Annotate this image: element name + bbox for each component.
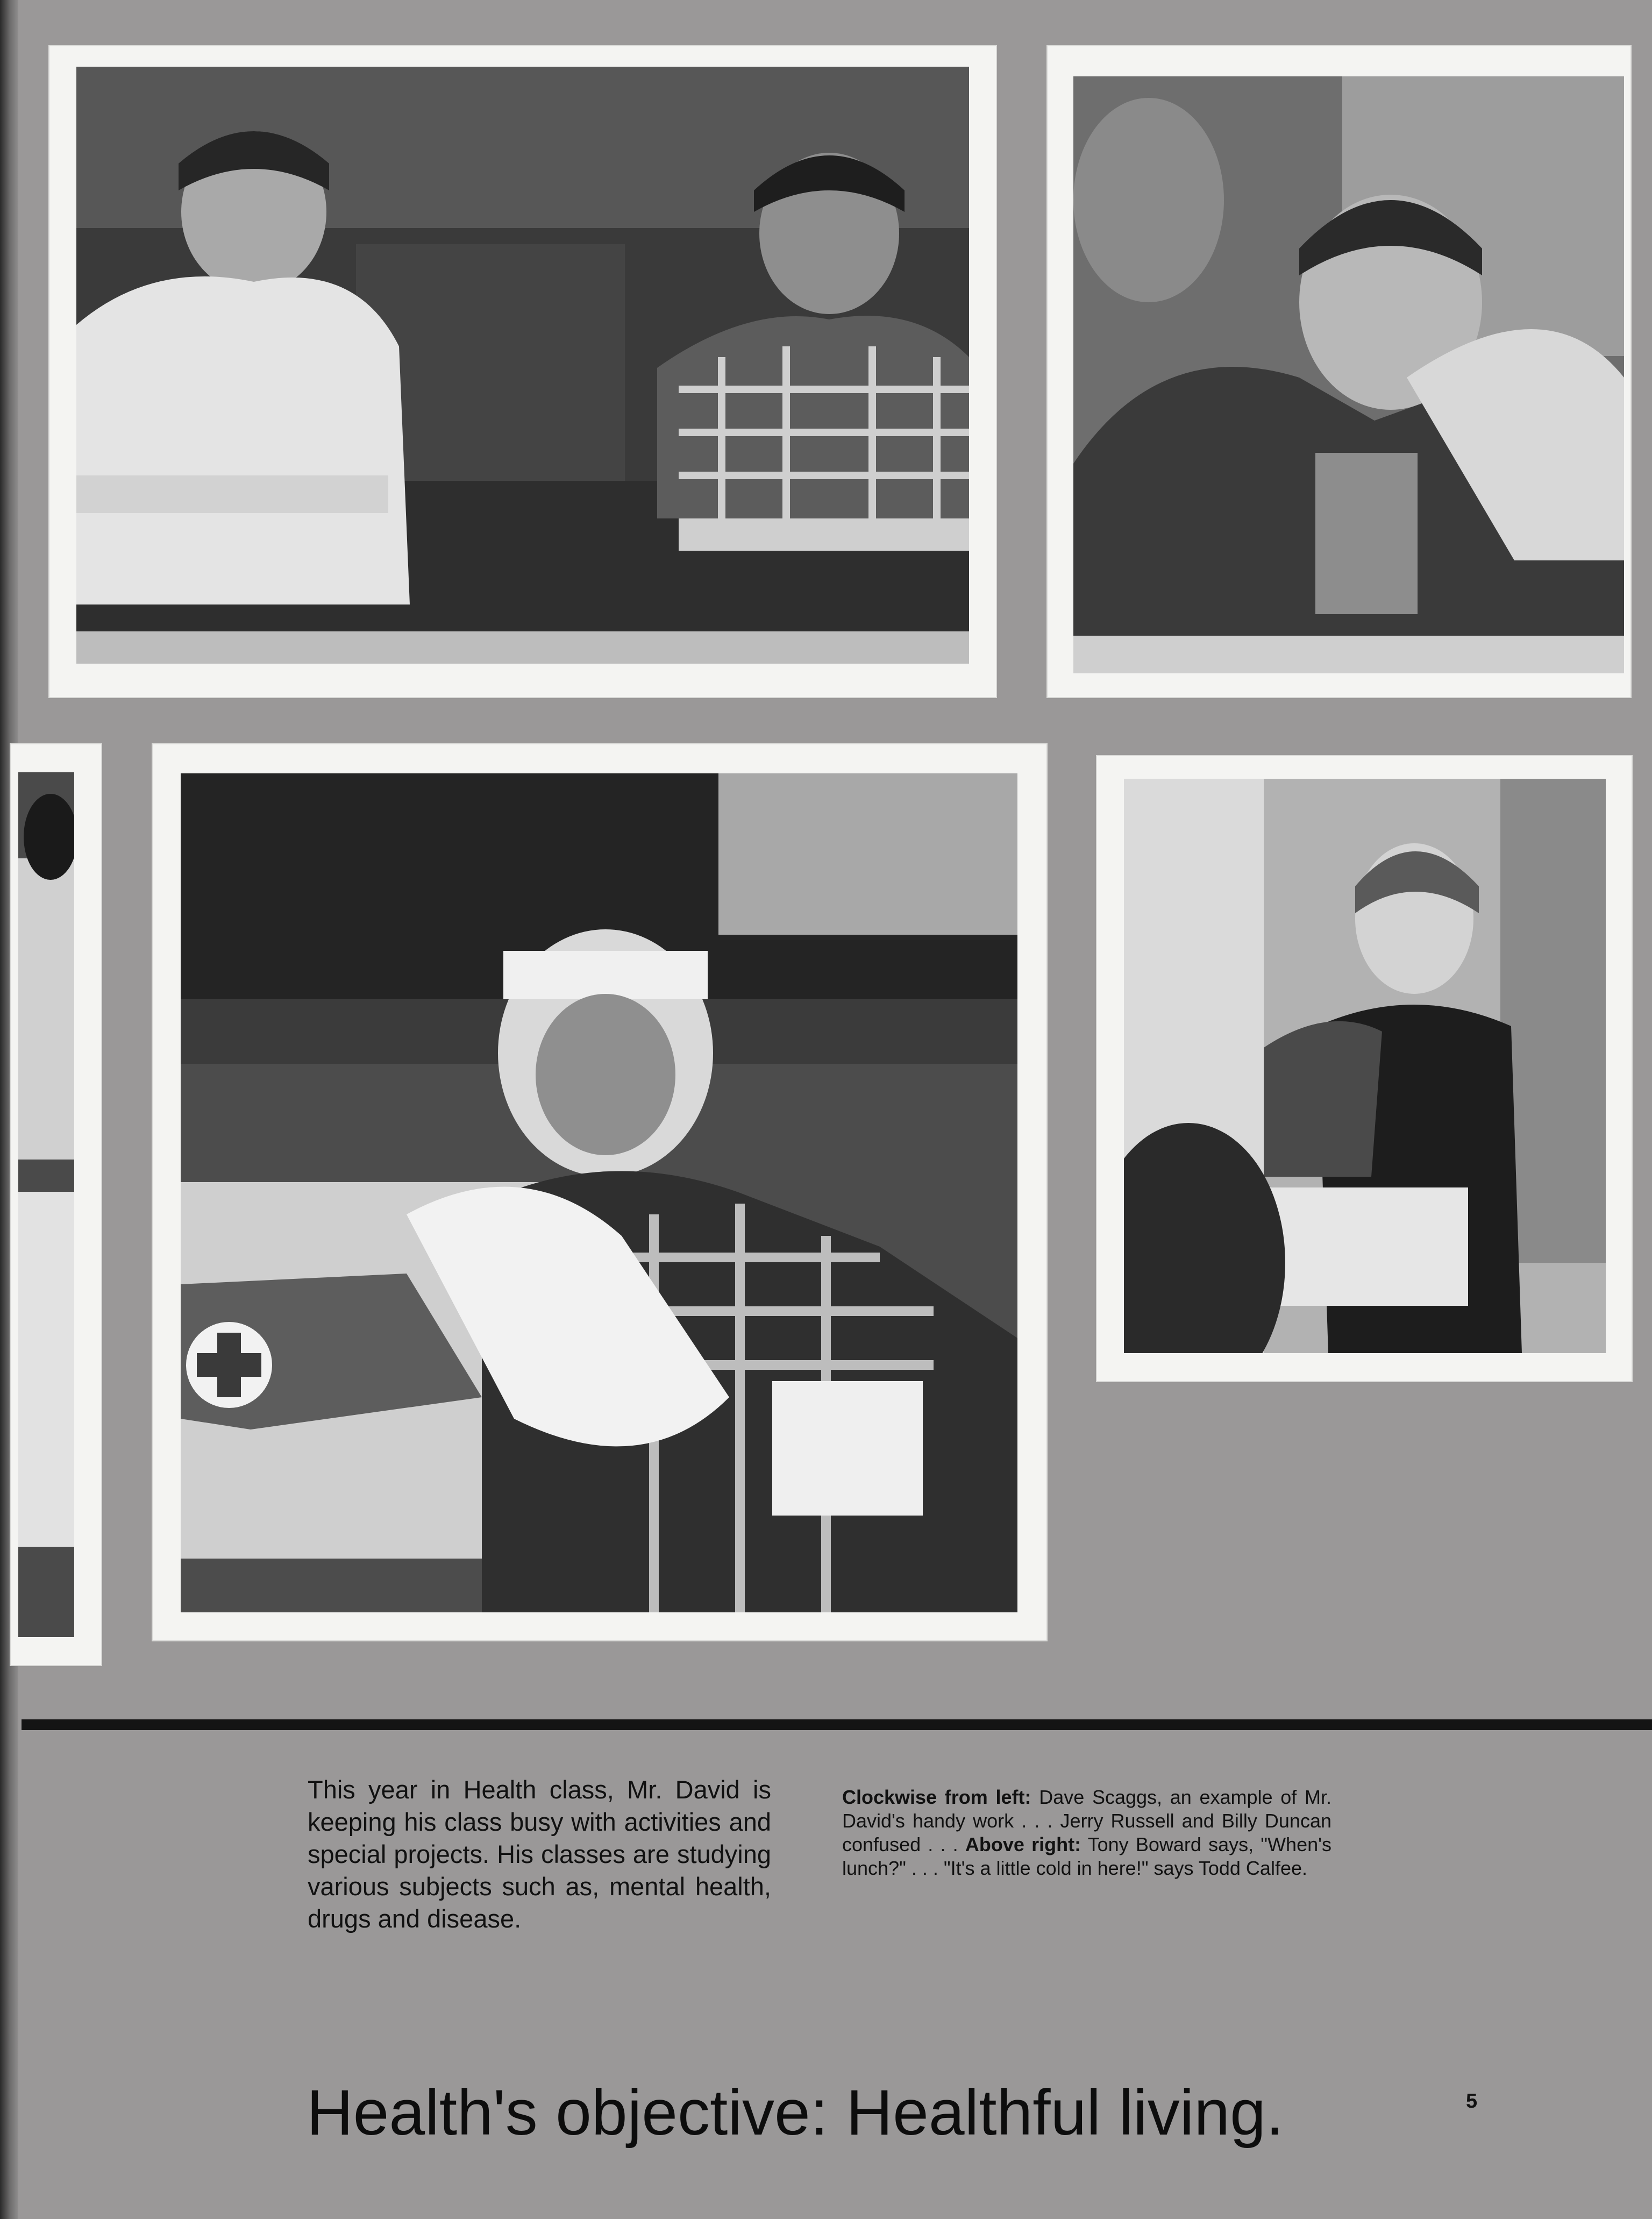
section-divider-rule <box>22 1719 1652 1730</box>
caption-text-1: Dave Scaggs, an example of Mr. David's handy work . . . Jerry Russell and Billy Duncan confused . . . <box>842 1786 1331 1855</box>
photo-boy-in-jacket <box>1073 76 1624 673</box>
caption-text-2: Tony Boward says, "When's lunch?" . . . "It's a little cold in here!" says Todd Calfee. <box>842 1833 1331 1879</box>
photo-students-at-desks <box>76 67 969 664</box>
page-number: 5 <box>1466 2090 1478 2113</box>
photo-caption <box>842 1786 1331 1880</box>
page-headline: Health's objective: Healthful living. <box>307 2076 1284 2149</box>
article-body-text: This year in Health class, Mr. David is keeping his class busy with activities and special projects. His classes are studying various subjects such as, mental health, drugs and disease. <box>308 1775 771 1933</box>
photo-bandaged-student <box>181 773 1017 1612</box>
photo-partial-left <box>18 772 74 1637</box>
photo-smiling-student <box>1124 779 1606 1353</box>
caption-lead-above-right: Above right: <box>965 1833 1081 1855</box>
caption-lead-clockwise: Clockwise from left: <box>842 1786 1031 1808</box>
